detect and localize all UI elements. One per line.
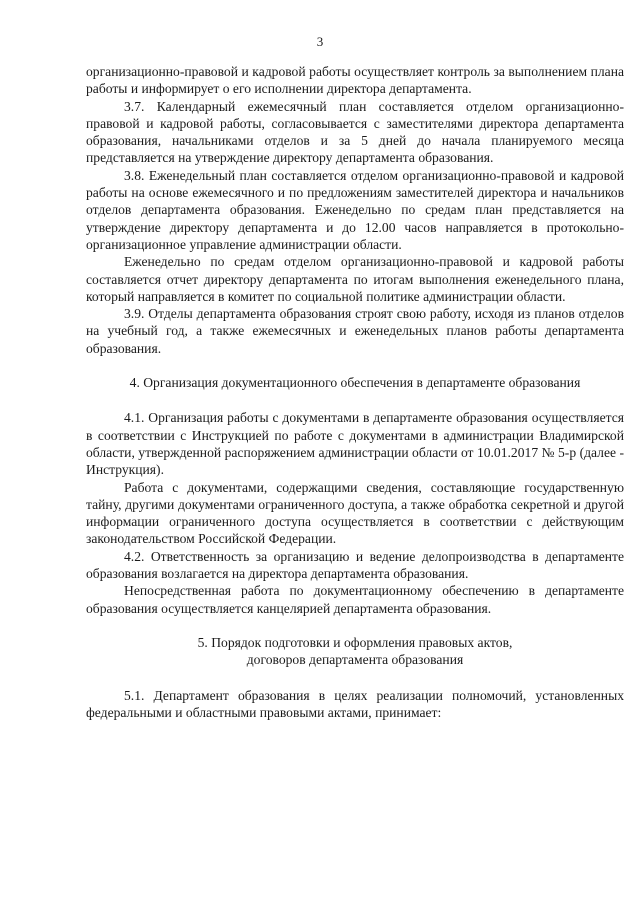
paragraph-3-9: 3.9. Отделы департамента образования строят свою работу, исходя из планов отделов на учебный год, а также ежемесячных и еженедельных планов работы департамента образования.	[86, 306, 624, 356]
document-body	[86, 63, 624, 721]
paragraph-3-7: 3.7. Календарный ежемесячный план составляется отделом организационно-правовой и кадровой работы, согласовывается с заместителями директора департамента образования, начальниками отделов и за 5 дней до начала планируемого месяца представляется на утверждение директору департамента образования.	[86, 98, 624, 166]
paragraph-weekly-report: Еженедельно по средам отделом организационно-правовой и кадровой работы составляется отчет директору департамента по итогам выполнения еженедельного плана, который направляется в комитет по социальной политике администрации области.	[86, 254, 624, 304]
section-heading-5-line1: 5. Порядок подготовки и оформления правовых актов,	[197, 634, 513, 650]
paragraph-4-1: 4.1. Организация работы с документами в департаменте образования осуществляется в соответствии с Инструкцией по работе с документами в администрации Владимирской области, утвержденной распоряжением администрации области от 10.01.2017 № 5-р (далее - Инструкция).	[86, 410, 624, 478]
paragraph-classified-docs: Работа с документами, содержащими сведения, составляющие государственную тайну, другими документами ограниченного доступа, а также обработка секретной и другой информации ограниченного доступа осуществляется в соответствии с действующим законодательством Российской Федерации.	[86, 479, 624, 547]
paragraph-control-continuation: организационно-правовой и кадровой работы осуществляет контроль за выполнением плана работы и информирует о его исполнении директора департамента.	[86, 64, 624, 97]
section-gap	[86, 391, 624, 409]
page-number: 3	[316, 34, 324, 49]
section-heading-5-line2: договоров департамента образования	[246, 652, 464, 668]
paragraph-5-1: 5.1. Департамент образования в целях реализации полномочий, установленных федеральными и областными правовыми актами, принимает:	[86, 687, 624, 720]
section-gap	[86, 617, 624, 634]
section-gap	[86, 357, 624, 374]
section-gap	[86, 669, 624, 687]
section-heading-4: 4. Организация документационного обеспечения в департаменте образования	[129, 375, 581, 391]
paragraph-chancellery: Непосредственная работа по документационному обеспечению в департаменте образования осуществляется канцелярией департамента образования.	[86, 583, 624, 616]
paragraph-4-2: 4.2. Ответственность за организацию и ведение делопроизводства в департаменте образования возлагается на директора департамента образования.	[86, 548, 624, 582]
paragraph-3-8: 3.8. Еженедельный план составляется отделом организационно-правовой и кадровой работы на основе ежемесячного и по предложениям заместителей директора и начальников отделов департамента образования. Еженедельно по средам план представляется на утверждение директору департамента и до 12.00 часов направляется в протокольно-организационное управление администрации области.	[86, 167, 624, 252]
